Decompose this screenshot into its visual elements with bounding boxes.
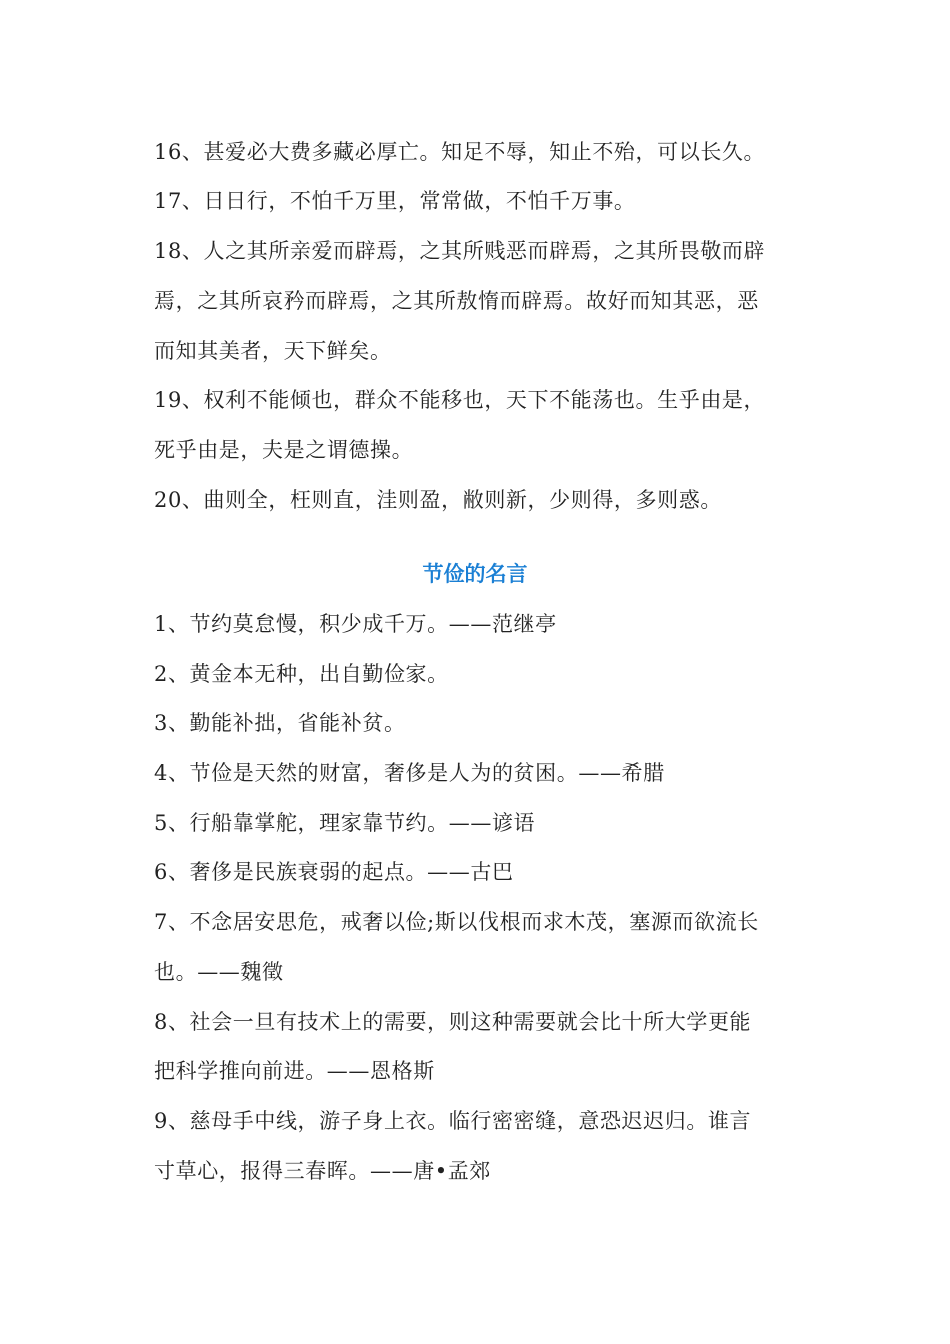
quote-line: 16、甚爱必大费多藏必厚亡。知足不辱，知止不殆，可以长久。 xyxy=(154,140,766,164)
quote-line: 20、曲则全，枉则直，洼则盈，敝则新，少则得，多则惑。 xyxy=(154,488,722,512)
quote-line: 寸草心，报得三春晖。——唐•孟郊 xyxy=(154,1159,491,1183)
quote-line: 19、权利不能倾也，群众不能移也，天下不能荡也。生乎由是， xyxy=(154,388,766,412)
quote-line: 8、社会一旦有技术上的需要，则这种需要就会比十所大学更能 xyxy=(154,1010,752,1034)
quote-line: 4、节俭是天然的财富，奢侈是人为的贫困。——希腊 xyxy=(154,761,665,785)
quote-line: 3、勤能补拙，省能补贫。 xyxy=(154,711,406,735)
quote-line: 1、节约莫怠慢，积少成千万。——范继亭 xyxy=(154,612,557,636)
quote-line: 18、人之其所亲爱而辟焉，之其所贱恶而辟焉，之其所畏敬而辟 xyxy=(154,239,766,263)
quote-line: 把科学推向前进。——恩格斯 xyxy=(154,1059,435,1083)
quote-line: 死乎由是，夫是之谓德操。 xyxy=(154,438,414,462)
quote-line: 2、黄金本无种，出自勤俭家。 xyxy=(154,662,449,686)
quote-line: 也。——魏徵 xyxy=(154,960,284,984)
quote-line: 17、日日行，不怕千万里，常常做，不怕千万事。 xyxy=(154,189,636,213)
quote-line: 9、慈母手中线，游子身上衣。临行密密缝，意恐迟迟归。谁言 xyxy=(154,1109,752,1133)
quote-line: 焉，之其所哀矜而辟焉，之其所敖惰而辟焉。故好而知其恶，恶 xyxy=(154,289,759,313)
section-heading: 节俭的名言 xyxy=(422,562,528,586)
quote-line: 6、奢侈是民族衰弱的起点。——古巴 xyxy=(154,860,514,884)
quote-line: 5、行船靠掌舵，理家靠节约。——谚语 xyxy=(154,811,536,835)
quote-line: 而知其美者，天下鲜矣。 xyxy=(154,339,392,363)
quote-line: 7、不念居安思危，戒奢以俭;斯以伐根而求木茂，塞源而欲流长 xyxy=(154,910,759,934)
